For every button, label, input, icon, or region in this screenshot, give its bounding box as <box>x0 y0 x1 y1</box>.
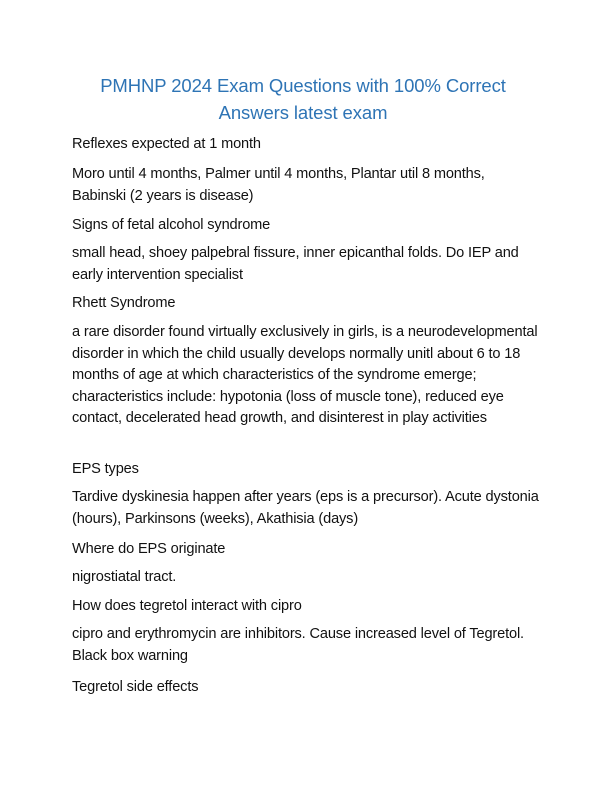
answer-eps-origin: nigrostiatal tract. <box>72 569 177 585</box>
title-line-1: PMHNP 2024 Exam Questions with 100% Correct <box>100 75 506 96</box>
answer-eps-types: Tardive dyskinesia happen after years (eps is a precursor). Acute dystonia (hours), Parkinsons (weeks), Akathisia (days) <box>72 489 539 527</box>
answer-fetal-alcohol: small head, shoey palpebral fissure, inner epicanthal folds. Do IEP and early intervention specialist <box>72 245 519 283</box>
answer-tegretol-cipro: cipro and erythromycin are inhibitors. Cause increased level of Tegretol. Black box warning <box>72 626 524 664</box>
question-tegretol-side-effects: Tegretol side effects <box>72 679 199 695</box>
question-reflexes: Reflexes expected at 1 month <box>72 136 261 152</box>
answer-reflexes: Moro until 4 months, Palmer until 4 months, Plantar util 8 months, Babinski (2 years is disease) <box>72 166 485 204</box>
question-eps-types: EPS types <box>72 461 139 477</box>
title-line-2: Answers latest exam <box>218 102 388 123</box>
question-tegretol-cipro: How does tegretol interact with cipro <box>72 598 302 614</box>
question-fetal-alcohol: Signs of fetal alcohol syndrome <box>72 217 271 233</box>
answer-rhett-syndrome: a rare disorder found virtually exclusively in girls, is a neurodevelopmental disorder in which the child usually develops normally unitl about 6 to 18 months of age at which characteristics of the syndrome emerge; characteristics include: hypotonia (loss of muscle tone), reduced eye contact, decelerated head growth, and disinterest in play activities <box>72 324 538 426</box>
document-title <box>60 72 546 126</box>
question-rhett-syndrome: Rhett Syndrome <box>72 295 176 311</box>
question-eps-origin: Where do EPS originate <box>72 541 226 557</box>
